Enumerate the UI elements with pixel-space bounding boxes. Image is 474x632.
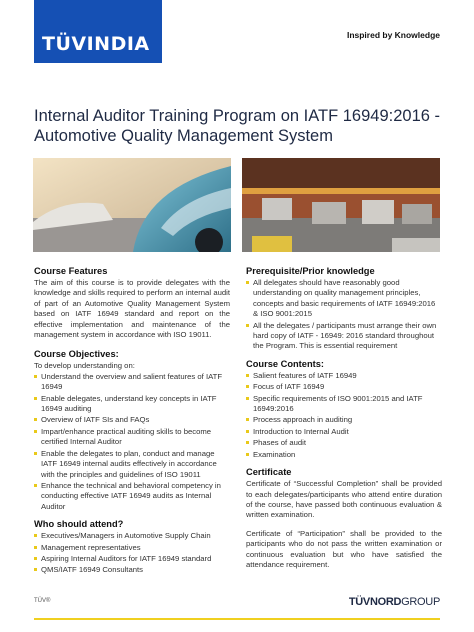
attend-list bbox=[34, 531, 230, 576]
list-item: All delegates should have reasonably good understanding on quality management principles, concepts and basic requirements of IATF 16949:2016 & ISO 9001:2015 bbox=[246, 278, 442, 320]
course-features-heading: Course Features bbox=[34, 266, 108, 276]
left-column bbox=[34, 265, 230, 582]
course-objectives-heading: Course Objectives: bbox=[34, 349, 119, 360]
list-item: Enable delegates, understand key concepts in IATF 16949 auditing bbox=[34, 394, 230, 415]
course-features-text: The aim of this course is to provide delegates with the knowledge and skills required to perform an internal audit of part of an Automotive Quality Management System based on IATF 16949 standard and report on the effective implementation and maintenance of the management system in accordance with ISO 19011. bbox=[34, 278, 230, 340]
list-item: Overview of IATF SIs and FAQs bbox=[34, 415, 230, 425]
course-contents-heading: Course Contents: bbox=[246, 358, 324, 369]
page-title: Internal Auditor Training Program on IATF 16949:2016 - Automotive Quality Management System bbox=[34, 107, 441, 146]
objectives-list bbox=[34, 372, 230, 512]
list-item: Salient features of IATF 16949 bbox=[246, 371, 442, 381]
list-item: Executives/Managers in Automotive Supply Chain bbox=[34, 531, 230, 541]
list-item: Enhance the technical and behavioral competency in conducting effective IATF 16949 audits as Internal Auditor bbox=[34, 481, 230, 512]
list-item: Introduction to Internal Audit bbox=[246, 427, 442, 437]
right-column bbox=[246, 265, 442, 574]
tagline: Inspired by Knowledge bbox=[346, 30, 440, 40]
list-item: Examination bbox=[246, 450, 442, 460]
list-item: Aspiring Internal Auditors for IATF 16949 standard bbox=[34, 554, 230, 564]
contents-list bbox=[246, 371, 442, 460]
list-item: Specific requirements of ISO 9001:2015 and IATF 16949:2016 bbox=[246, 394, 442, 415]
list-item: Understand the overview and salient features of IATF 16949 bbox=[34, 372, 230, 393]
list-item: Phases of audit bbox=[246, 438, 442, 448]
certificate-heading: Certificate bbox=[246, 467, 292, 478]
tuv-nord-group-logo: TÜVNORDGROUP bbox=[348, 596, 440, 608]
list-item: Process approach in auditing bbox=[246, 415, 442, 425]
list-item: All the delegates / participants must arrange their own hard copy of IATF - 16949: 2016 standard throughout the Program. This is essential requirement bbox=[246, 321, 442, 352]
list-item: QMS/IATF 16949 Consultants bbox=[34, 565, 230, 575]
list-item: Focus of IATF 16949 bbox=[246, 382, 442, 392]
list-item: Management representatives bbox=[34, 543, 230, 553]
certificate-para-2: Certificate of “Participation” shall be provided to the participants who do not pass the written examination or continuous evaluation but who have satisfied the attendance requirement. bbox=[246, 528, 442, 569]
footer-tuv-mark: TÜV® bbox=[34, 598, 51, 604]
tuv-india-logo: TÜVINDIA bbox=[34, 0, 162, 63]
who-should-attend-heading: Who should attend? bbox=[34, 519, 124, 530]
list-item: Enable the delegates to plan, conduct and manage IATF 16949 internal audits effectively in accordance with the principles and guidelines of ISO 19011 bbox=[34, 449, 230, 480]
list-item: Impart/enhance practical auditing skills to become certified Internal Auditor bbox=[34, 427, 230, 448]
assembly-line-photo bbox=[242, 158, 440, 252]
footer-rule bbox=[34, 618, 440, 620]
certificate-para-1: Certificate of “Successful Completion” shall be provided to each delegates/participants who attend entire duration of the course, have passed both continuous evaluation & written examination. bbox=[246, 479, 442, 520]
car-photo bbox=[33, 158, 231, 252]
prerequisite-heading: Prerequisite/Prior knowledge bbox=[246, 266, 375, 276]
course-objectives-intro: To develop understanding on: bbox=[34, 361, 135, 371]
prerequisite-list bbox=[246, 278, 442, 352]
